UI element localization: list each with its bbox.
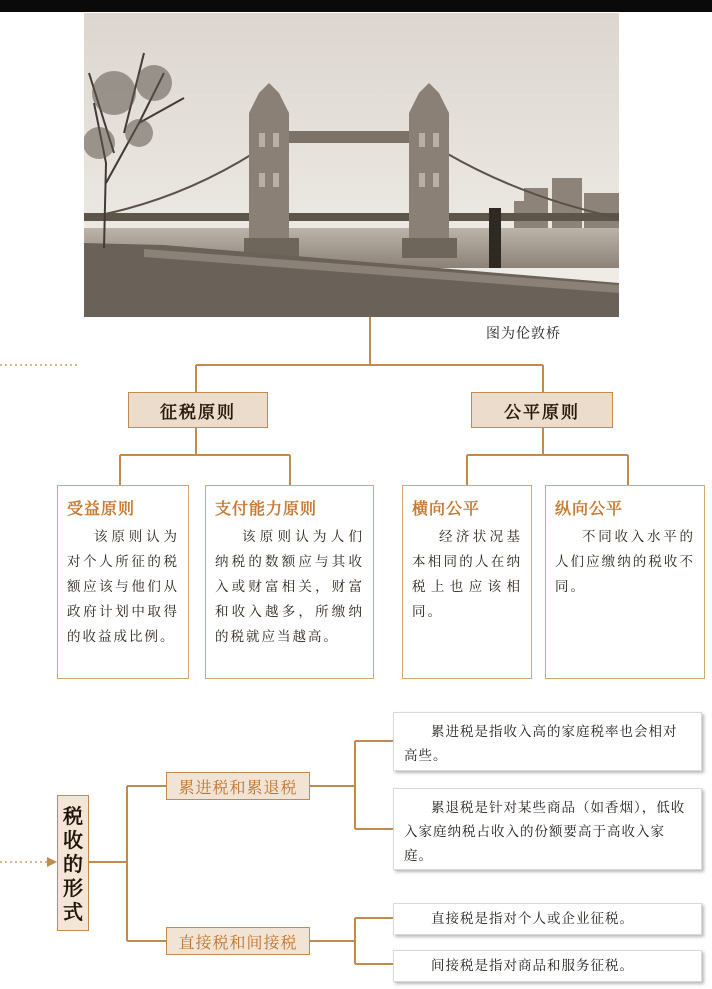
card-ability-to-pay [205, 485, 374, 679]
card-body: 不同收入水平的人们应缴纳的税收不同。 [555, 529, 695, 595]
label-char: 的 [63, 852, 83, 876]
card-vertical-equity [545, 485, 705, 679]
label-char: 税 [63, 804, 83, 828]
principle-taxation: 征税原则 [128, 392, 268, 428]
card-title: 横向公平 [412, 499, 481, 518]
label-char: 形 [63, 876, 83, 900]
card-title: 支付能力原则 [215, 499, 318, 518]
definition-indirect-tax: 间接税是指对商品和服务征税。 [393, 950, 702, 982]
definition-regressive-tax: 累退税是针对某些商品（如香烟），低收入家庭纳税占收入的份额要高于高收入家庭。 [393, 788, 702, 870]
label-char: 收 [63, 828, 83, 852]
principle-fairness: 公平原则 [471, 392, 613, 428]
definition-direct-tax: 直接税是指对个人或企业征税。 [393, 903, 702, 935]
definition-progressive-tax: 累进税是指收入高的家庭税率也会相对高些。 [393, 712, 702, 771]
card-body: 该原则认为人们纳税的数额应与其收入或财富相关，财富和收入越多，所缴纳的税就应当越高。 [215, 529, 364, 645]
photo-caption: 图为伦敦桥 [486, 326, 561, 342]
card-title: 受益原则 [67, 499, 136, 518]
tax-forms-label [57, 795, 89, 931]
tax-type-progressive-regressive: 累进税和累退税 [166, 772, 310, 800]
tax-type-direct-indirect: 直接税和间接税 [166, 927, 310, 955]
card-body: 该原则认为对个人所征的税额应该与他们从政府计划中取得的收益成比例。 [67, 529, 179, 645]
card-benefit-principle [57, 485, 189, 679]
label-char: 式 [63, 900, 83, 924]
card-horizontal-equity [402, 485, 532, 679]
card-body: 经济状况基本相同的人在纳税上也应该相同。 [412, 529, 522, 620]
card-title: 纵向公平 [555, 499, 624, 518]
